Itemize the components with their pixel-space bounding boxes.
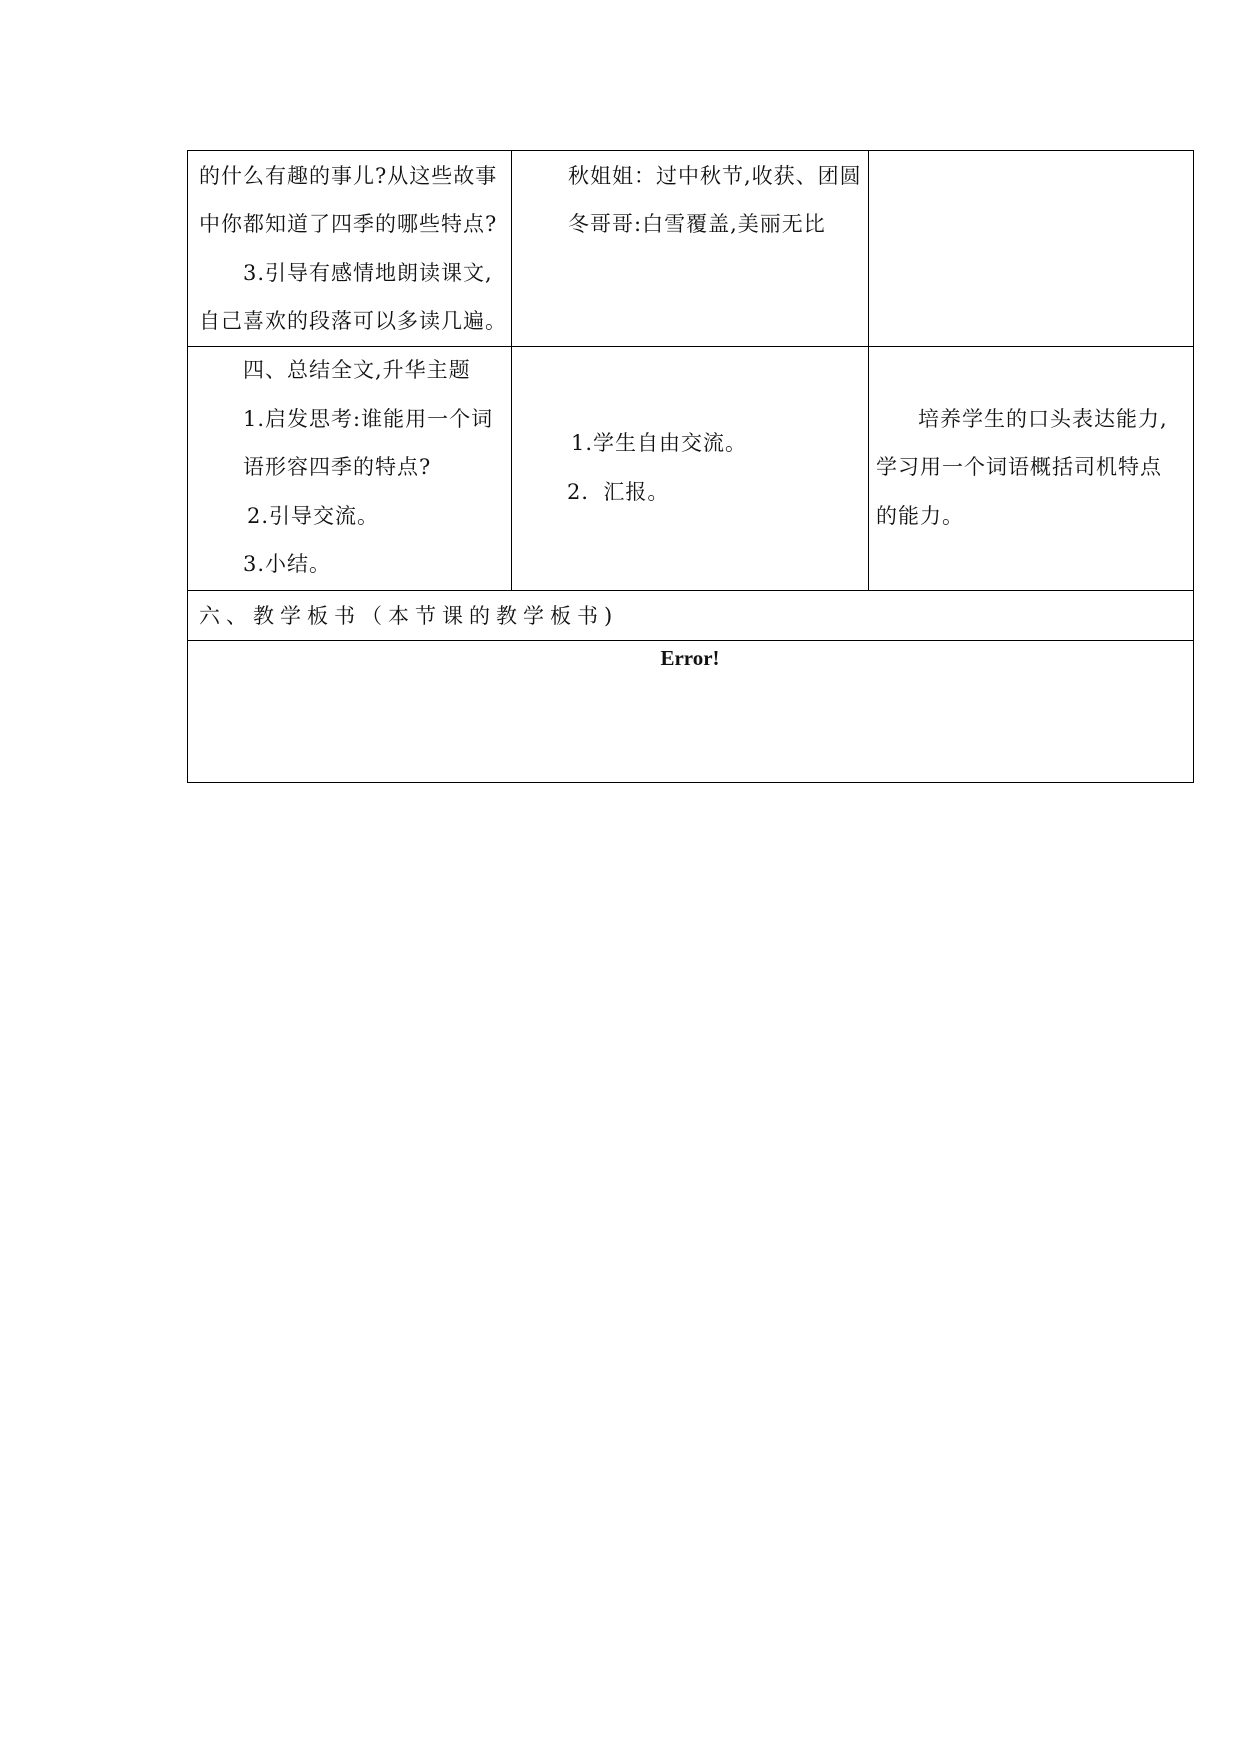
row2-col2-line2: 2．汇报。 [567,480,670,504]
row1-col2-line1: 秋姐姐：过中秋节,收获、团圆 [568,164,862,188]
table-border-top [187,150,1193,151]
section-heading: 六、教学板书（本节课的教学板书) [199,604,619,628]
row-divider-3 [187,640,1193,641]
col-divider-2 [868,150,869,591]
row1-col1-line2: 中你都知道了四季的哪些特点? [199,212,498,236]
row2-col3-line2: 学习用一个词语概括司机特点 [876,455,1162,479]
row2-col1-line3: 语形容四季的特点? [243,455,432,479]
lesson-plan-table [187,150,1193,782]
row2-col2-line1: 1.学生自由交流。 [571,431,748,455]
table-border-bottom [187,782,1193,783]
row1-col1-line1: 的什么有趣的事儿?从这些故事 [199,164,498,188]
row-divider-1 [187,346,1193,347]
row2-col1-line2: 1.启发思考:谁能用一个词 [243,407,494,431]
table-border-left [187,150,188,783]
col-divider-1 [511,150,512,591]
row2-col3-line1: 培养学生的口头表达能力, [918,407,1168,431]
row2-col1-line5: 3.小结。 [243,552,332,576]
row1-col2-line2: 冬哥哥:白雪覆盖,美丽无比 [568,212,826,236]
board-error-text: Error! [660,646,720,670]
row1-col1-line4: 自己喜欢的段落可以多读几遍。 [199,309,507,333]
table-border-right [1193,150,1194,783]
row2-col1-line4: 2.引导交流。 [247,504,380,528]
row2-col3-line3: 的能力。 [876,504,964,528]
row1-col1-line3: 3.引导有感情地朗读课文, [243,261,493,285]
row-divider-2 [187,590,1193,591]
row2-col1-line1: 四、总结全文,升华主题 [243,358,471,382]
